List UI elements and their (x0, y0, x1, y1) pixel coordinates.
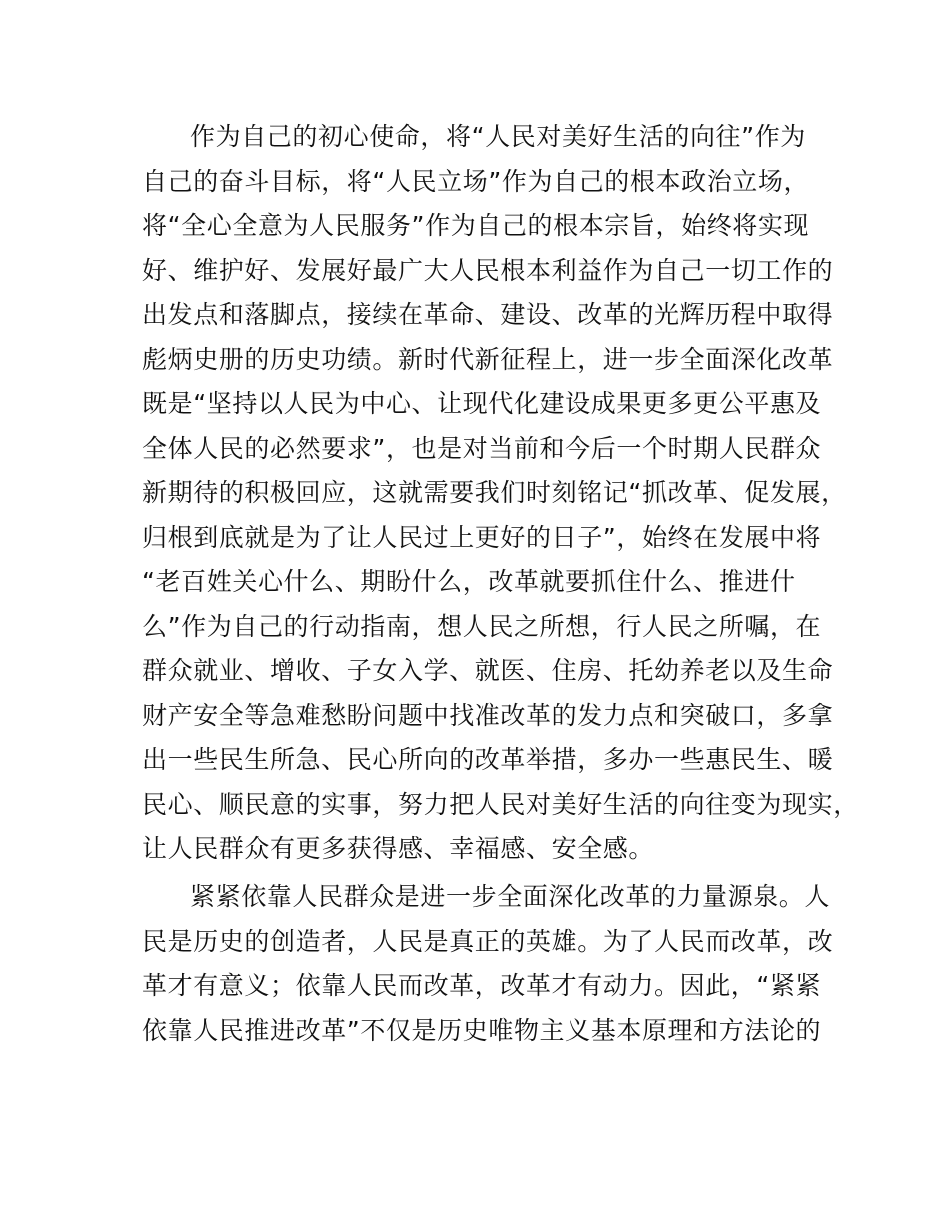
paragraph-line: 民心、顺民意的实事，努力把人民对美好生活的向往变为现实， (142, 790, 859, 819)
paragraph-line: 作为自己的初心使命，将“人民对美好生活的向往”作为 (190, 122, 806, 151)
paragraph-line: 将“全心全意为人民服务”作为自己的根本宗旨，始终将实现 (142, 211, 810, 240)
paragraph-line: 财产安全等急难愁盼问题中找准改革的发力点和突破口，多拿 (142, 701, 834, 730)
paragraph-line: 好、维护好、发展好最广大人民根本利益作为自己一切工作的 (142, 256, 834, 285)
paragraph-line: 依靠人民推进改革”不仅是历史唯物主义基本原理和方法论的 (142, 1016, 822, 1045)
paragraph-line: 全体人民的必然要求”，也是对当前和今后一个时期人民群众 (142, 434, 822, 463)
paragraph-line: 紧紧依靠人民群众是进一步全面深化改革的力量源泉。人 (190, 882, 831, 911)
paragraph-line: 让人民群众有更多获得感、幸福感、安全感。 (142, 834, 655, 863)
paragraph-line: “老百姓关心什么、期盼什么，改革就要抓住什么、推进什 (142, 567, 796, 596)
paragraph-line: 么”作为自己的行动指南，想人民之所想，行人民之所嘱，在 (142, 612, 822, 641)
paragraph-line: 彪炳史册的历史功绩。新时代新征程上，进一步全面深化改革 (142, 345, 834, 374)
paragraph-line: 既是“坚持以人民为中心、让现代化建设成果更多更公平惠及 (142, 389, 822, 418)
paragraph-line: 群众就业、增收、子女入学、就医、住房、托幼养老以及生命 (142, 656, 834, 685)
paragraph-line: 归根到底就是为了让人民过上更好的日子”，始终在发展中将 (142, 523, 822, 552)
paragraph-line: 民是历史的创造者，人民是真正的英雄。为了人民而改革，改 (142, 927, 834, 956)
paragraph-line: 新期待的积极回应，这就需要我们时刻铭记“抓改革、促发展， (142, 478, 847, 507)
paragraph-line: 出发点和落脚点，接续在革命、建设、改革的光辉历程中取得 (142, 300, 834, 329)
paragraph-line: 出一些民生所急、民心所向的改革举措，多办一些惠民生、暖 (142, 745, 834, 774)
paragraph-line: 革才有意义；依靠人民而改革，改革才有动力。因此，“紧紧 (142, 971, 822, 1000)
paragraph-line: 自己的奋斗目标，将“人民立场”作为自己的根本政治立场， (142, 167, 810, 196)
